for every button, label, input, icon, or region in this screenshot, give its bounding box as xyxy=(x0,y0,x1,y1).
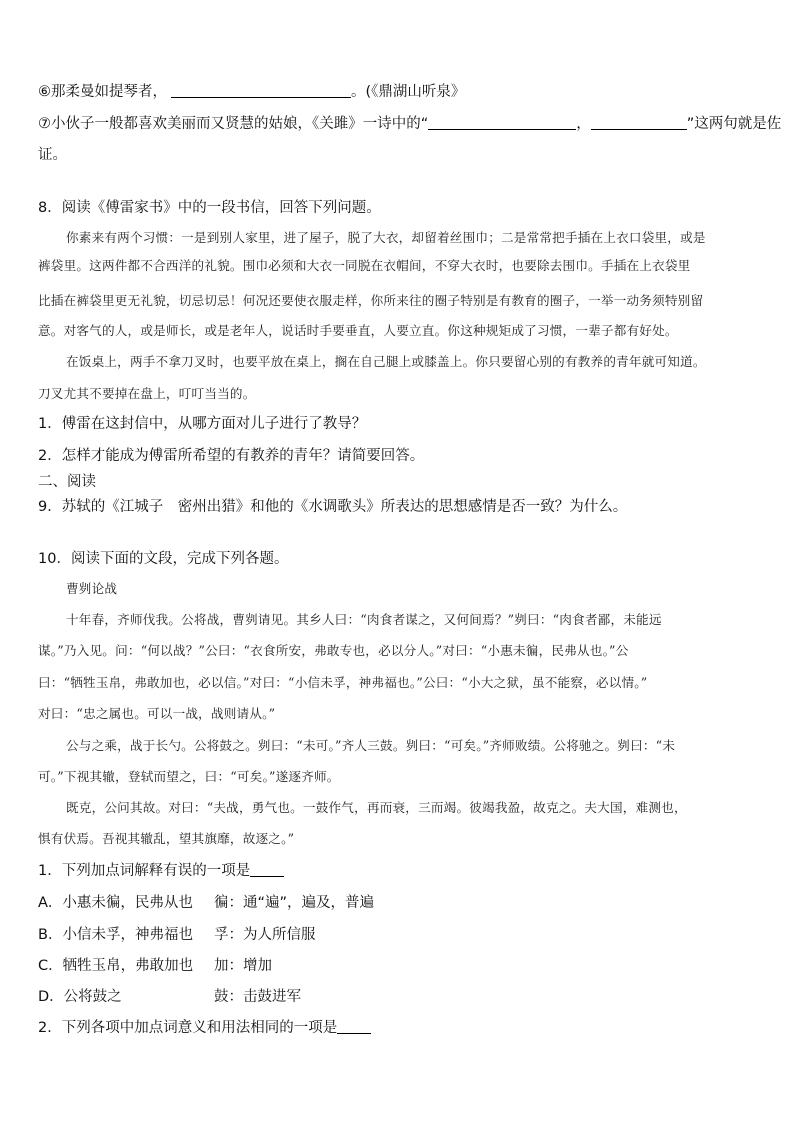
answer-blank[interactable] xyxy=(250,861,284,877)
q10-sub1: 1．下列加点词解释有误的一项是 xyxy=(38,860,758,882)
q9-line: 9．苏轼的《江城子 密州出猎》和他的《水调歌头》所表达的思想感情是否一致？为什么。 xyxy=(38,499,628,515)
passage-line: 你素来有两个习惯：一是到别人家里，进了屋子，脱了大衣，却留着丝围巾；二是常常把手插在上衣口袋里，或是 xyxy=(66,230,706,245)
passage-line: 意。对客气的人，或是师长，或是老年人，说话时手要垂直，人要立直。你这种规矩成了习惯，一辈子都有好处。 xyxy=(38,323,678,338)
q10-heading: 10．阅读下面的文段，完成下列各题。 xyxy=(38,551,289,567)
answer-blank[interactable] xyxy=(428,114,576,130)
answer-blank[interactable] xyxy=(591,114,687,130)
q10-sub2: 2．下列各项中加点词意义和用法相同的一项是 xyxy=(38,1017,758,1039)
section-heading: 二、阅读 xyxy=(38,474,96,490)
option-d[interactable]: D．公将鼓之 鼓：击鼓进军 xyxy=(38,989,301,1005)
passage-line: 公与之乘，战于长勺。公将鼓之。刿曰：“未可。”齐人三鼓。刿曰：“可矣。”齐师败绩。公将驰之。刿曰：“未 xyxy=(66,738,676,753)
q7-line-cont: 证。 xyxy=(38,147,67,163)
passage-line: 谋。”乃入见。问：“何以战？”公曰：“衣食所安，弗敢专也，必以分人。”对曰：“小惠未徧，民弗从也。”公 xyxy=(38,643,629,658)
passage-line: 惧有伏焉。吾视其辙乱，望其旗靡，故逐之。” xyxy=(38,831,295,846)
q8-sub2: 2．怎样才能成为傅雷所希望的有教养的青年？请简要回答。 xyxy=(38,448,425,464)
passage-line: 既克，公问其故。对曰：“夫战，勇气也。一鼓作气，再而衰，三而竭。彼竭我盈，故克之。夫大国，难测也， xyxy=(66,800,687,815)
answer-blank[interactable] xyxy=(171,82,351,98)
option-c[interactable]: C．牺牲玉帛，弗敢加也 加：增加 xyxy=(38,958,272,974)
passage-line: 对曰：“忠之属也。可以一战，战则请从。” xyxy=(38,706,276,721)
q6-line: ⑥那柔曼如提琴者， 。(《鼎湖山听泉》 xyxy=(38,84,466,100)
passage-line: 在饭桌上，两手不拿刀叉时，也要平放在桌上，搁在自己腿上或膝盖上。你只要留心别的有教养的青年就可知道。 xyxy=(66,354,706,369)
passage-line: 刀叉尤其不要掉在盘上，叮叮当当的。 xyxy=(38,386,256,401)
passage-line: 可。”下视其辙，登轼而望之，曰：“可矣。”遂逐齐师。 xyxy=(38,769,340,784)
passage-line: 比插在裤袋里更无礼貌，切忌切忌！何况还要使衣服走样，你所来往的圈子特别是有教育的圈子，一举一动务须特别留 xyxy=(38,293,704,308)
q8-heading: 8．阅读《傅雷家书》中的一段书信，回答下列问题。 xyxy=(38,200,381,216)
q8-sub1: 1．傅雷在这封信中，从哪方面对儿子进行了教导？ xyxy=(38,416,367,432)
passage-line: 曰：“牺牲玉帛，弗敢加也，必以信。”对曰：“小信未孚，神弗福也。”公曰：“小大之狱，虽不能察，必以情。” xyxy=(38,675,648,690)
answer-blank[interactable] xyxy=(337,1018,371,1034)
passage-line: 裤袋里。这两件都不合西洋的礼貌。围巾必须和大衣一同脱在衣帽间，不穿大衣时，也要除去围巾。手插在上衣袋里 xyxy=(38,258,691,273)
option-b[interactable]: B．小信未孚，神弗福也 孚：为人所信服 xyxy=(38,927,316,943)
q7-line: ⑦小伙子一般都喜欢美丽而又贤慧的姑娘，《关雎》一诗中的“ ， ”这两句就是佐 xyxy=(38,116,782,132)
passage-line: 十年春，齐师伐我。公将战，曹刿请见。其乡人曰：“肉食者谋之，又何间焉？”刿曰：“肉食者鄙，未能远 xyxy=(66,612,662,627)
passage-title: 曹刿论战 xyxy=(66,581,118,596)
option-a[interactable]: A．小惠未徧，民弗从也 徧：通“遍”，遍及，普遍 xyxy=(38,895,375,911)
